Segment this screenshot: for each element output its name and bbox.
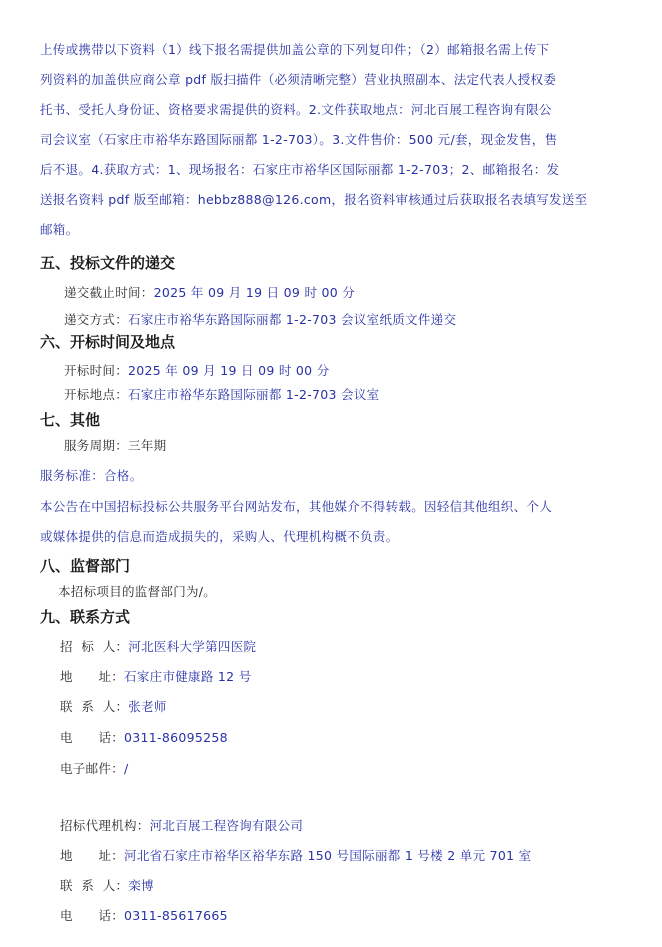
- supervision-text: 本招标项目的监督部门为/。: [58, 584, 217, 599]
- buyer-contact-label: 联 系 人：: [60, 699, 129, 714]
- opening-place-row: [64, 385, 379, 403]
- intro-paragraph: [40, 35, 630, 245]
- agency-address-value: 河北省石家庄市裕华区裕华东路 150 号国际丽都 1 号楼 2 单元 701 室: [124, 848, 532, 863]
- opening-time-value: 2025 年 09 月 19 日 09 时 00 分: [128, 363, 330, 378]
- agency-name-label: 招标代理机构：: [60, 818, 150, 833]
- intro-line: 托书、受托人身份证、资格要求需提供的资料。2.文件获取地点：河北百展工程咨询有限公: [40, 102, 552, 117]
- intro-line: 邮箱。: [40, 222, 79, 237]
- opening-place-label: 开标地点：: [64, 387, 129, 402]
- intro-line: 列资料的加盖供应商公章 pdf 版扫描件（必须清晰完整）营业执照副本、法定代表人授权委: [40, 72, 557, 87]
- buyer-address-label: 地 址：: [60, 669, 125, 684]
- section-heading-other: 七、其他: [40, 411, 101, 429]
- agency-phone-value: 0311-85617665: [124, 908, 228, 923]
- agency-address-label: 地 址：: [60, 848, 125, 863]
- section-heading-submission: 五、投标文件的递交: [40, 254, 176, 272]
- intro-line: 司会议室（石家庄市裕华东路国际丽都 1-2-703）。3.文件售价：500 元/套，现金发售，售: [40, 132, 558, 147]
- buyer-contact-row: [60, 697, 167, 715]
- agency-address-row: [60, 846, 531, 864]
- intro-line: 上传或携带以下资料（1）线下报名需提供加盖公章的下列复印件；（2）邮箱报名需上传下: [40, 42, 550, 57]
- notice-line: 或媒体提供的信息而造成损失的，采购人、代理机构概不负责。: [40, 529, 399, 544]
- submission-deadline-label: 递交截止时间：: [64, 285, 154, 300]
- intro-line: 后不退。4.获取方式：1、现场报名：石家庄市裕华区国际丽都 1-2-703；2、邮箱报名：发: [40, 162, 560, 177]
- buyer-address-row: [60, 667, 252, 685]
- buyer-email-value: /: [124, 761, 129, 776]
- buyer-name-row: [60, 637, 256, 655]
- section-heading-opening: 六、开标时间及地点: [40, 333, 176, 351]
- agency-phone-row: [60, 906, 228, 924]
- notice-line: 本公告在中国招标投标公共服务平台网站发布，其他媒介不得转载。因轻信其他组织、个人: [40, 499, 553, 514]
- buyer-contact-value: 张老师: [128, 699, 167, 714]
- submission-deadline-row: [64, 283, 355, 301]
- buyer-phone-row: [60, 728, 228, 746]
- service-period-row: [64, 436, 166, 454]
- submission-deadline-value: 2025 年 09 月 19 日 09 时 00 分: [153, 285, 356, 300]
- service-period-value: 三年期: [128, 438, 167, 453]
- submission-method-value: 石家庄市裕华东路国际丽都 1-2-703 会议室纸质文件递交: [128, 312, 457, 327]
- opening-time-label: 开标时间：: [64, 363, 129, 378]
- buyer-address-value: 石家庄市健康路 12 号: [124, 669, 252, 684]
- agency-contact-row: [60, 876, 154, 894]
- buyer-name-label: 招 标 人：: [60, 639, 129, 654]
- submission-method-row: [64, 310, 456, 328]
- service-period-label: 服务周期：: [64, 438, 129, 453]
- section-heading-contact: 九、联系方式: [40, 608, 131, 626]
- agency-contact-label: 联 系 人：: [60, 878, 129, 893]
- buyer-phone-value: 0311-86095258: [124, 730, 228, 745]
- buyer-email-row: [60, 759, 129, 777]
- agency-name-row: [60, 816, 303, 834]
- agency-contact-value: 栾博: [128, 878, 154, 893]
- submission-method-label: 递交方式：: [64, 312, 129, 327]
- opening-place-value: 石家庄市裕华东路国际丽都 1-2-703 会议室: [128, 387, 380, 402]
- opening-time-row: [64, 361, 330, 379]
- service-standard: 服务标准：合格。: [40, 468, 143, 483]
- agency-name-value: 河北百展工程咨询有限公司: [149, 818, 304, 833]
- buyer-phone-label: 电 话：: [60, 730, 125, 745]
- buyer-name-value: 河北医科大学第四医院: [128, 639, 257, 654]
- buyer-email-label: 电子邮件：: [60, 761, 125, 776]
- intro-line: 送报名资料 pdf 版至邮箱：hebbz888@126.com，报名资料审核通过后获取报名表填写发送至: [40, 192, 588, 207]
- agency-phone-label: 电 话：: [60, 908, 125, 923]
- section-heading-supervision: 八、监督部门: [40, 557, 131, 575]
